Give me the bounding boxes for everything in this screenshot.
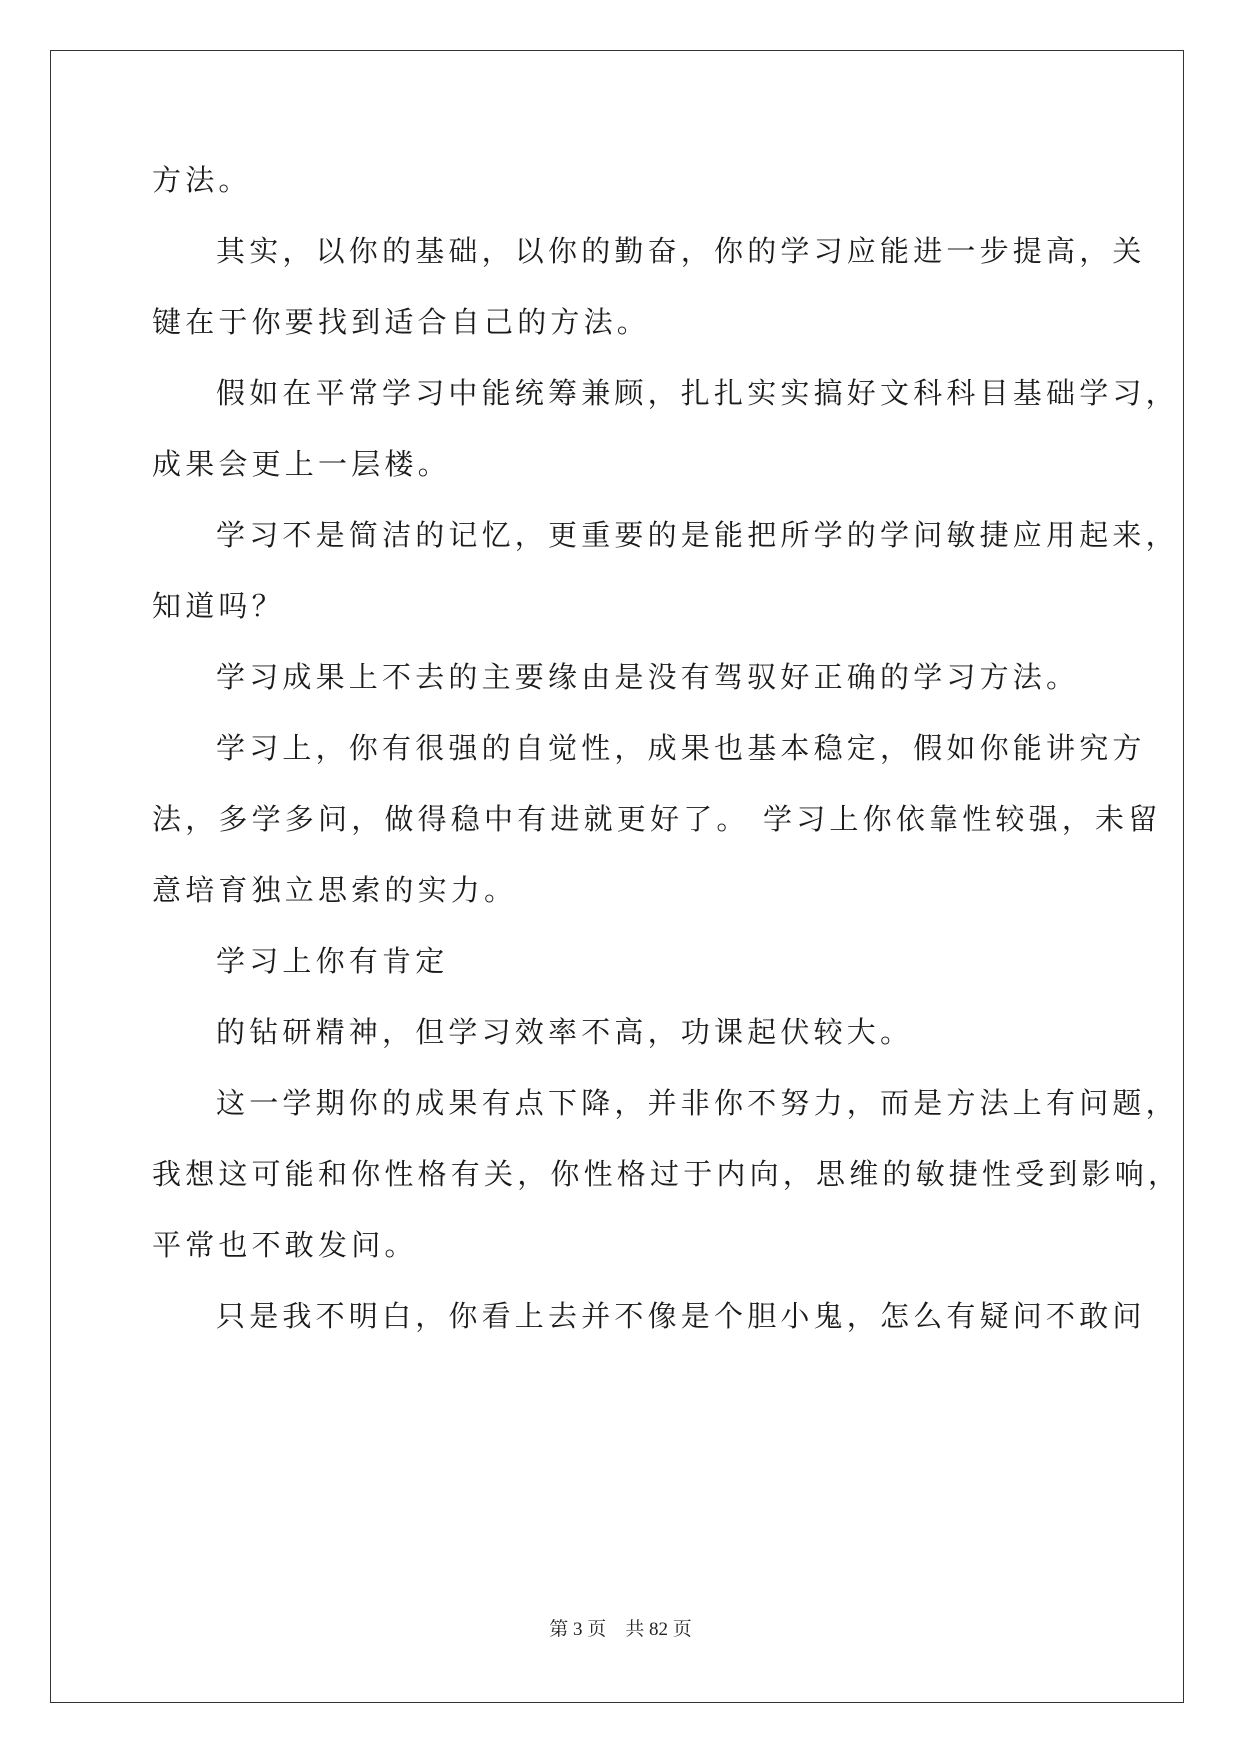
text-line: 学习不是简洁的记忆，更重要的是能把所学的学问敏捷应用起来， bbox=[216, 518, 1179, 552]
text-line: 这一学期你的成果有点下降，并非你不努力，而是方法上有问题， bbox=[216, 1086, 1179, 1120]
text-line: 成果会更上一层楼。 bbox=[152, 447, 451, 481]
text-line: 平常也不敢发问。 bbox=[152, 1228, 418, 1262]
text-line: 学习上，你有很强的自觉性，成果也基本稳定，假如你能讲究方 bbox=[216, 731, 1146, 765]
text-line: 方法。 bbox=[152, 163, 252, 197]
text-line: 键在于你要找到适合自己的方法。 bbox=[152, 305, 651, 339]
text-line: 其实，以你的基础，以你的勤奋，你的学习应能进一步提高，关 bbox=[216, 234, 1146, 268]
text-line: 知道吗？ bbox=[152, 589, 285, 623]
text-line: 学习上你有肯定 bbox=[216, 944, 449, 978]
text-line: 意培育独立思索的实力。 bbox=[152, 873, 518, 907]
page-number-footer: 第 3 页 共 82 页 bbox=[549, 1619, 692, 1640]
text-line: 法，多学多问，做得稳中有进就更好了。 学习上你依靠性较强，未留 bbox=[152, 802, 1162, 836]
text-line: 学习成果上不去的主要缘由是没有驾驭好正确的学习方法。 bbox=[216, 660, 1080, 694]
text-line: 假如在平常学习中能统筹兼顾，扎扎实实搞好文科科目基础学习， bbox=[216, 376, 1179, 410]
text-line: 我想这可能和你性格有关，你性格过于内向，思维的敏捷性受到影响， bbox=[152, 1157, 1182, 1191]
text-line: 的钻研精神，但学习效率不高，功课起伏较大。 bbox=[216, 1015, 914, 1049]
text-line: 只是我不明白，你看上去并不像是个胆小鬼，怎么有疑问不敢问 bbox=[216, 1299, 1146, 1333]
